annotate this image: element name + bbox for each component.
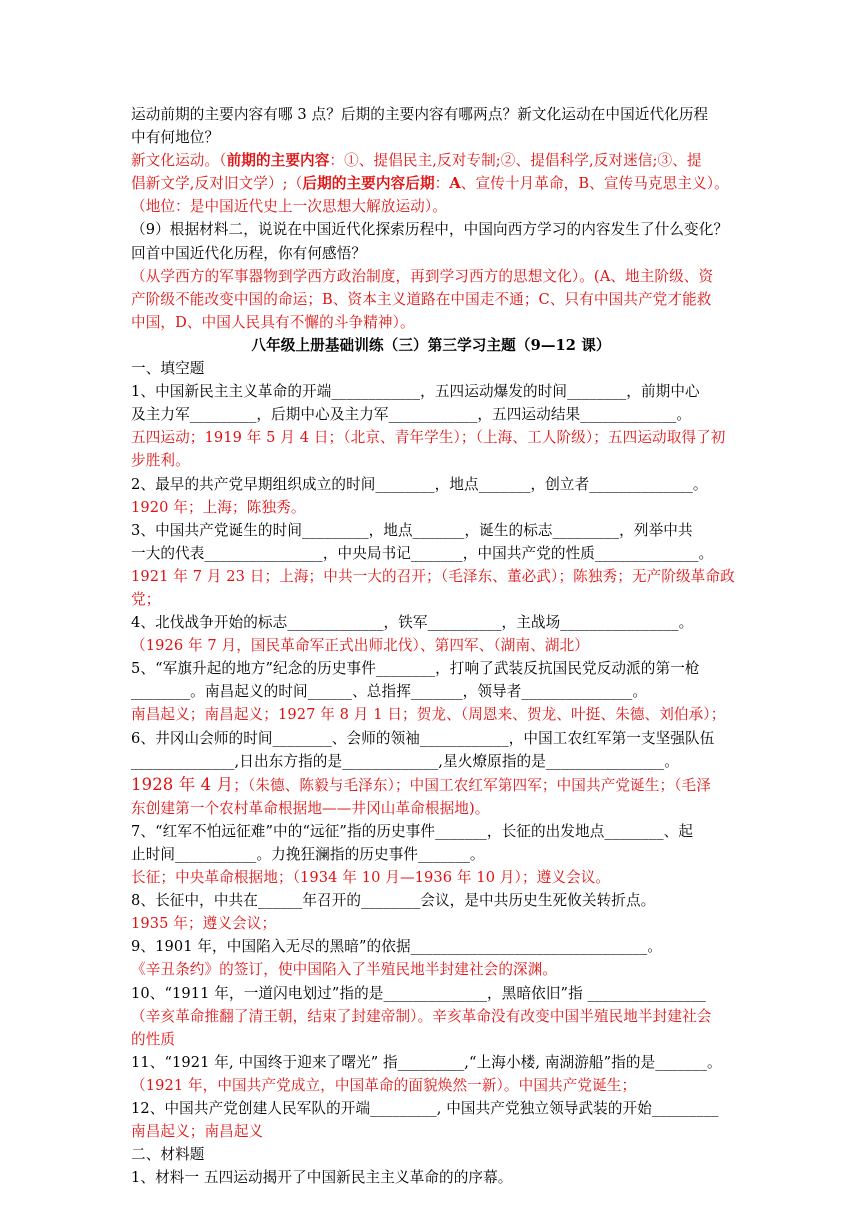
question-text: 及主力军_________，后期中心及主力军____________，五四运动结果_____________。 <box>131 406 692 424</box>
answer-text: 1935 年；遵义会议； <box>131 915 277 933</box>
answer-text: 《辛丑条约》的签订，使中国陷入了半殖民地半封建社会的深渊。 <box>131 961 558 979</box>
answer-text: 中国，D、中国人民具有不懈的斗争精神）。 <box>131 313 415 331</box>
answer-text: 的性质 <box>131 1030 176 1048</box>
question-text: 6、井冈山会师的时间________、会师的领袖____________，中国工农红军第一支坚强队伍 <box>131 729 715 747</box>
question-text: （9）根据材料二，说说在中国近代化探索历程中，中国向西方学习的内容发生了什么变化？ <box>131 221 729 239</box>
question-text: 运动前期的主要内容有哪 3 点？后期的主要内容有哪两点？新文化运动在中国近代化历程 <box>131 106 709 123</box>
question-text: 9、1901 年，中国陷入无尽的黑暗”的依据________________________________。 <box>131 938 663 956</box>
answer-text: （辛亥革命推翻了清王朝，结束了封建帝制）。辛亥革命没有改变中国半殖民地半封建社会 <box>131 1007 712 1025</box>
question-text: 2、最早的共产党早期组织成立的时间________，地点_______，创立者______________。 <box>131 475 708 493</box>
question-text: 7、“红军不怕远征难”中的“远征”指的历史事件_______，长征的出发地点________、起 <box>131 822 694 840</box>
question-text: 1、中国新民主主义革命的开端____________，五四运动爆发的时间________，前期中心 <box>131 383 700 401</box>
part-heading: 二、材料题 <box>131 1146 205 1164</box>
question-text: 11、“1921 年, 中国终于迎来了曙光” 指_________,“上海小楼, 南湖游船”指的是_______。 <box>131 1053 722 1071</box>
answer-text: （1921 年，中国共产党成立，中国革命的面貌焕然一新）。中国共产党诞生； <box>131 1076 637 1094</box>
question-text: 回首中国近代化历程，你有何感悟？ <box>131 244 367 262</box>
material-text: 1、材料一 五四运动揭开了中国新民主主义革命的的序幕。 <box>131 1169 513 1187</box>
question-text: 12、中国共产党创建人民军队的开端_________, 中国共产党独立领导武装的开始_________ <box>131 1100 719 1118</box>
question-text: 止时间___________。力挽狂澜指的历史事件_______。 <box>131 846 485 863</box>
section-title: 八年级上册基础训练（三）第三学习主题（9—12 课） <box>251 336 611 354</box>
answer-text: 南昌起义；南昌起义 <box>131 1123 264 1141</box>
answer-text: 新文化运动。（前期的主要内容：①、提倡民主,反对专制;②、提倡科学,反对迷信;③、提 <box>131 152 702 170</box>
question-text: 一大的代表________________，中央局书记_______，中国共产党的性质______________。 <box>131 544 714 562</box>
answer-text: 1920 年；上海；陈独秀。 <box>131 498 306 516</box>
answer-text: 长征；中央革命根据地；（1934 年 10 月—1936 年 10 月）；遵义会议。 <box>131 869 611 887</box>
answer-text: （从学西方的军事器物到学西方政治制度，再到学习西方的思想文化）。(A、地主阶级、资 <box>131 267 714 285</box>
question-text: 8、长征中，中共在______年召开的________会议，是中共历史生死攸关转折点。 <box>131 892 656 910</box>
document-body <box>131 103 735 1189</box>
question-text: ________。南昌起义的时间______、总指挥_______，领导者_______________。 <box>131 683 648 701</box>
answer-text: （1926 年 7 月，国民革命军正式出师北伐）、第四军、（湖南、湖北） <box>131 637 589 655</box>
answer-text: 东创建第一个农村革命根据地——井冈山革命根据地)。 <box>131 799 490 817</box>
question-text: 10、“1911 年，一道闪电划过”指的是______________，黑暗依旧”指 ________________ <box>131 984 706 1002</box>
answer-text: 1921 年 7 月 23 日；上海；中共一大的召开；（毛泽东、董必武）；陈独秀；无产阶级革命政 <box>131 567 735 585</box>
answer-text: 五四运动；1919 年 5 月 4 日；（北京、青年学生）；（上海、工人阶级）；五四运动取得了初 <box>131 429 726 447</box>
answer-text: 产阶级不能改变中国的命运；B、资本主义道路在中国走不通；C、只有中国共产党才能救 <box>131 290 712 308</box>
question-text: 3、中国共产党诞生的时间_________，地点_______，诞生的标志_________，列举中共 <box>131 521 693 539</box>
answer-text: （地位：是中国近代史上一次思想大解放运动）。 <box>131 198 447 216</box>
question-text: 中有何地位？ <box>131 129 220 147</box>
answer-text: 党； <box>131 590 161 608</box>
answer-text: 步胜利。 <box>131 452 190 470</box>
question-text: ______________,日出东方指的是_____________,星火燎原指的是________________。 <box>131 752 679 770</box>
answer-text: 倡新文学,反对旧文学）;（后期的主要内容后期：A、宣传十月革命，B、宣传马克思主义）。 <box>131 175 729 193</box>
answer-text: 1928 年 4 月；（朱德、陈毅与毛泽东）；中国工农红军第四军；中国共产党诞生；（毛泽 <box>131 774 711 794</box>
part-heading: 一、填空题 <box>131 360 205 378</box>
question-text: 4、北伐战争开始的标志_____________，铁军__________，主战场________________。 <box>131 614 694 632</box>
answer-text: 南昌起义；南昌起义；1927 年 8 月 1 日；贺龙、（周恩来、贺龙、叶挺、朱德、刘伯承）； <box>131 706 726 724</box>
question-text: 5、“军旗升起的地方”纪念的历史事件________，打响了武装反抗国民党反动派的第一枪 <box>131 660 700 678</box>
